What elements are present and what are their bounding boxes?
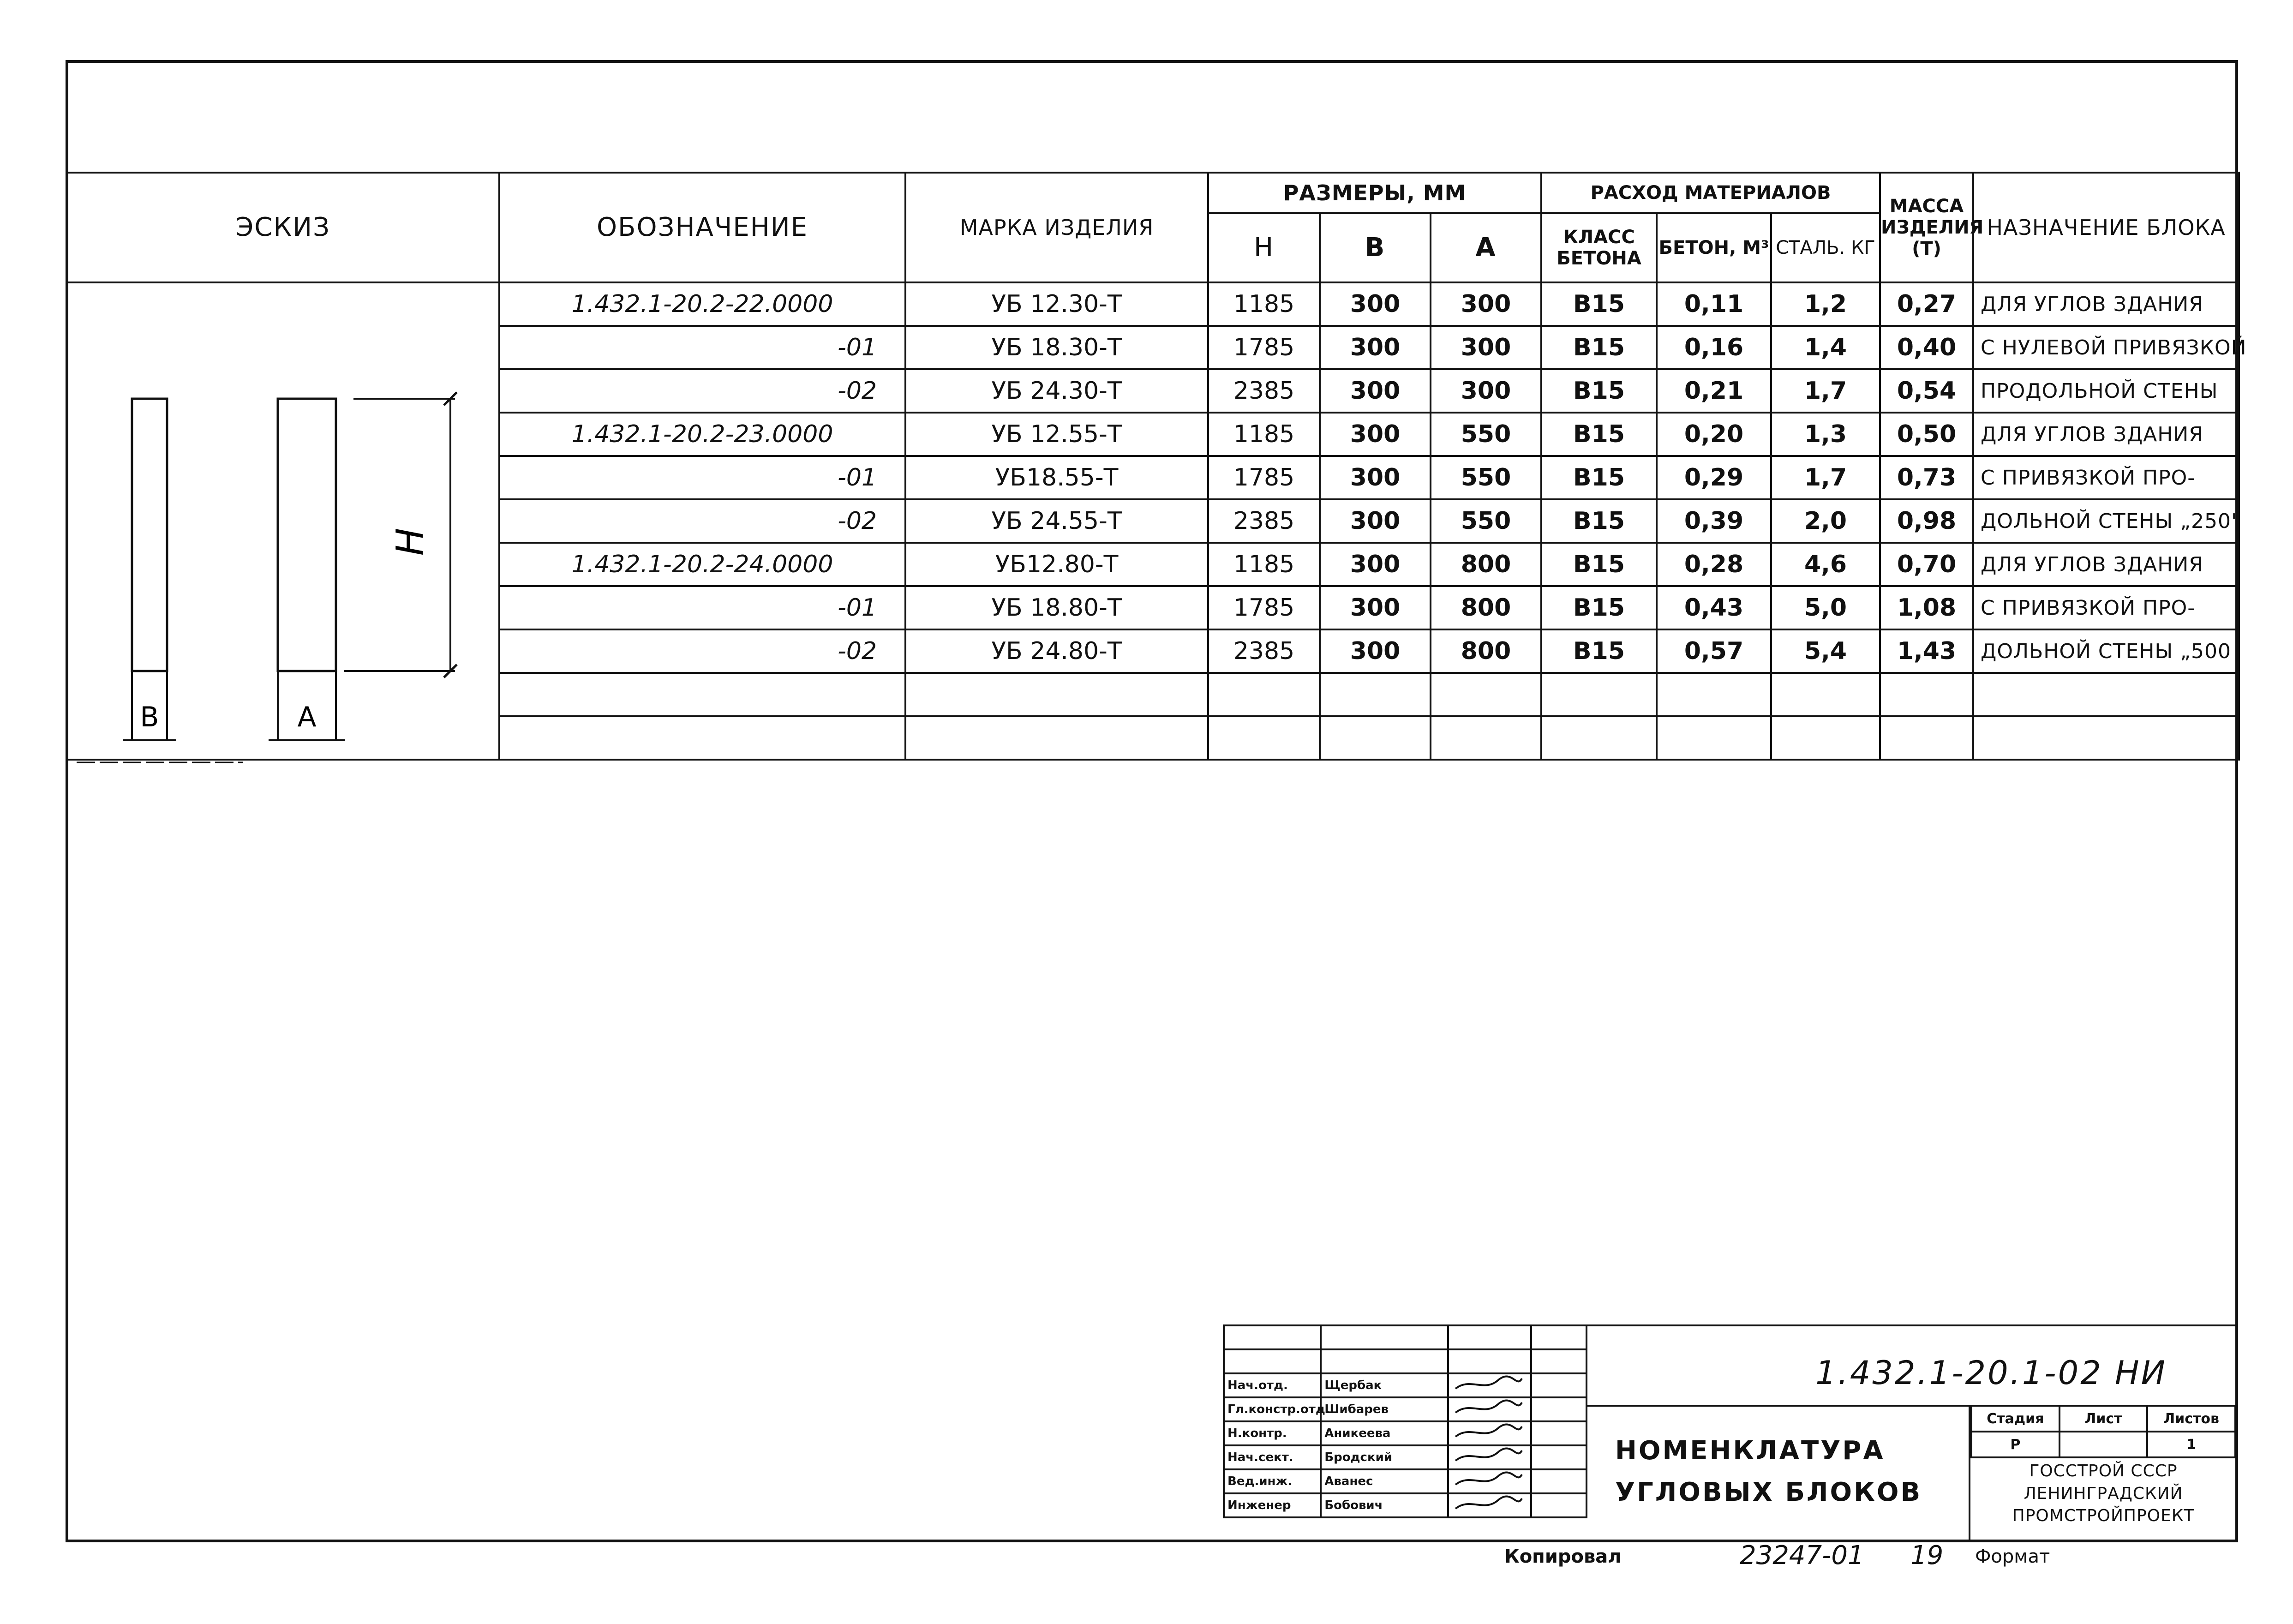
sheets-value: 1 — [2147, 1432, 2235, 1457]
cell-concrete-volume: 0,16 — [1657, 326, 1771, 369]
cell-concrete-class: В15 — [1541, 586, 1657, 629]
cell-mass: 1,43 — [1880, 629, 1973, 673]
signature-role: Н.контр. — [1224, 1421, 1321, 1445]
cell-purpose: ДЛЯ УГЛОВ ЗДАНИЯ — [1973, 543, 2239, 586]
cell-mass: 0,98 — [1880, 499, 1973, 543]
cell-mass: 0,54 — [1880, 369, 1973, 413]
sketch-cell — [66, 282, 499, 760]
spec-table — [66, 172, 2247, 761]
sketch-label-a: А — [297, 701, 317, 733]
header-concrete-class: КЛАСС БЕТОНА — [1541, 213, 1657, 282]
cell-steel: 4,6 — [1771, 543, 1880, 586]
empty-cell — [1320, 716, 1431, 760]
signature-row — [1224, 1469, 1587, 1493]
page-number: 19 — [1910, 1540, 1944, 1570]
cell-dim-h: 1185 — [1208, 543, 1320, 586]
header-designation: ОБОЗНАЧЕНИЕ — [499, 173, 905, 282]
signature-role: Гл.констр.отд. — [1224, 1397, 1321, 1421]
cell-steel: 1,3 — [1771, 413, 1880, 456]
sheet-label: Лист — [2060, 1406, 2148, 1432]
org-line3: ПРОМСТРОЙПРОЕКТ — [2012, 1506, 2195, 1526]
signature-date — [1531, 1493, 1587, 1517]
archive-number: 23247-01 — [1740, 1540, 1864, 1570]
cell-dim-h: 1185 — [1208, 413, 1320, 456]
document-title-line1: НОМЕНКЛАТУРА — [1615, 1436, 1885, 1466]
signature-name: Аникеева — [1321, 1421, 1448, 1445]
empty-cell — [1208, 716, 1320, 760]
cell-dim-h: 1185 — [1208, 282, 1320, 326]
cell-designation: -02 — [499, 369, 905, 413]
cell-dim-b: 300 — [1320, 456, 1431, 499]
signature-row — [1224, 1445, 1587, 1469]
cell-steel: 2,0 — [1771, 499, 1880, 543]
header-sketch: ЭСКИЗ — [66, 173, 499, 282]
cell-concrete-class: В15 — [1541, 543, 1657, 586]
cell-dim-a: 800 — [1431, 543, 1541, 586]
signature-date — [1531, 1373, 1587, 1397]
header-dim-a: А — [1431, 213, 1541, 282]
sketch-label-h: Н — [389, 527, 431, 556]
cell-dim-h: 2385 — [1208, 499, 1320, 543]
cell-mark: УБ 12.30-Т — [905, 282, 1208, 326]
document-code: 1.432.1-20.1-02 НИ — [1815, 1354, 2167, 1392]
cell-purpose: ДОЛЬНОЙ СТЕНЫ „500 — [1973, 629, 2239, 673]
signature-name: Бродский — [1321, 1445, 1448, 1469]
signature-row — [1224, 1493, 1587, 1517]
title-block-main — [1587, 1324, 2238, 1542]
empty-cell — [1657, 716, 1771, 760]
empty-cell — [1541, 673, 1657, 716]
empty-cell — [499, 716, 905, 760]
document-title-line2: УГЛОВЫХ БЛОКОВ — [1615, 1477, 1922, 1507]
signature-role: Вед.инж. — [1224, 1469, 1321, 1493]
cell-dim-a: 550 — [1431, 456, 1541, 499]
cell-purpose: ПРОДОЛЬНОЙ СТЕНЫ — [1973, 369, 2239, 413]
format-label: Формат — [1975, 1546, 2050, 1567]
stage-value: Р — [1971, 1432, 2060, 1457]
document-title — [1615, 1430, 1922, 1513]
cell-dim-b: 300 — [1320, 413, 1431, 456]
header-steel: СТАЛЬ. КГ — [1771, 213, 1880, 282]
cell-concrete-class: В15 — [1541, 499, 1657, 543]
cell-purpose: ДЛЯ УГЛОВ ЗДАНИЯ — [1973, 413, 2239, 456]
cell-concrete-volume: 0,20 — [1657, 413, 1771, 456]
cell-dim-b: 300 — [1320, 586, 1431, 629]
header-mark: МАРКА ИЗДЕЛИЯ — [905, 173, 1208, 282]
signature-name: Щербак — [1321, 1373, 1448, 1397]
cell-concrete-volume: 0,43 — [1657, 586, 1771, 629]
empty-cell — [1431, 716, 1541, 760]
header-dim-h: Н — [1208, 213, 1320, 282]
cell-dim-a: 300 — [1431, 282, 1541, 326]
signature-name: Аванес — [1321, 1469, 1448, 1493]
cell-concrete-class: В15 — [1541, 413, 1657, 456]
signature-table — [1223, 1324, 1587, 1518]
signature-mark — [1448, 1445, 1531, 1469]
cell-dim-b: 300 — [1320, 282, 1431, 326]
cell-concrete-class: В15 — [1541, 369, 1657, 413]
signature-role: Нач.сект. — [1224, 1445, 1321, 1469]
cell-purpose: ДОЛЬНОЙ СТЕНЫ „250" — [1973, 499, 2239, 543]
empty-cell — [1973, 673, 2239, 716]
empty-cell — [1320, 673, 1431, 716]
cell-mark: УБ18.55-Т — [905, 456, 1208, 499]
table-row — [66, 282, 2239, 326]
cell-mark: УБ 24.80-Т — [905, 629, 1208, 673]
empty-cell — [1541, 716, 1657, 760]
cell-concrete-class: В15 — [1541, 456, 1657, 499]
cell-designation: -01 — [499, 586, 905, 629]
sheet-value — [2060, 1432, 2148, 1457]
stage-label: Стадия — [1971, 1406, 2060, 1432]
cell-mass: 0,27 — [1880, 282, 1973, 326]
header-materials: РАСХОД МАТЕРИАЛОВ — [1541, 173, 1880, 213]
signature-date — [1531, 1421, 1587, 1445]
cell-designation: -02 — [499, 499, 905, 543]
signature-row — [1224, 1373, 1587, 1397]
cell-designation: 1.432.1-20.2-23.0000 — [499, 413, 905, 456]
cell-dim-b: 300 — [1320, 369, 1431, 413]
cell-purpose: С НУЛЕВОЙ ПРИВЯЗКОЙ — [1973, 326, 2239, 369]
cell-dim-h: 1785 — [1208, 586, 1320, 629]
cell-mass: 0,50 — [1880, 413, 1973, 456]
cell-dim-a: 800 — [1431, 586, 1541, 629]
cell-designation: -01 — [499, 456, 905, 499]
sketch-block-side — [132, 399, 167, 671]
org-line2: ЛЕНИНГРАДСКИЙ — [2024, 1484, 2183, 1503]
signature-row — [1224, 1397, 1587, 1421]
cell-dim-b: 300 — [1320, 499, 1431, 543]
signature-mark — [1448, 1493, 1531, 1517]
cell-mark: УБ 18.80-Т — [905, 586, 1208, 629]
signature-mark — [1448, 1397, 1531, 1421]
title-block — [1223, 1324, 2238, 1542]
cell-dim-a: 550 — [1431, 413, 1541, 456]
cell-concrete-class: В15 — [1541, 629, 1657, 673]
cell-concrete-volume: 0,11 — [1657, 282, 1771, 326]
cell-mass: 0,70 — [1880, 543, 1973, 586]
cell-dim-a: 800 — [1431, 629, 1541, 673]
signature-mark — [1448, 1373, 1531, 1397]
signature-name: Шибарев — [1321, 1397, 1448, 1421]
header-dim-b: В — [1320, 213, 1431, 282]
cell-concrete-class: В15 — [1541, 326, 1657, 369]
cell-purpose: С ПРИВЯЗКОЙ ПРО- — [1973, 586, 2239, 629]
empty-cell — [499, 673, 905, 716]
cell-concrete-volume: 0,29 — [1657, 456, 1771, 499]
header-mass: МАССА ИЗДЕЛИЯ (Т) — [1880, 173, 1973, 282]
empty-cell — [1973, 716, 2239, 760]
cell-designation: -02 — [499, 629, 905, 673]
signature-date — [1531, 1397, 1587, 1421]
empty-cell — [905, 716, 1208, 760]
cell-designation: 1.432.1-20.2-24.0000 — [499, 543, 905, 586]
cell-mass: 0,73 — [1880, 456, 1973, 499]
cell-steel: 5,0 — [1771, 586, 1880, 629]
cell-mass: 0,40 — [1880, 326, 1973, 369]
sketch-block-front — [278, 399, 336, 671]
signature-name: Бобович — [1321, 1493, 1448, 1517]
cell-dim-a: 300 — [1431, 326, 1541, 369]
signature-role: Инженер — [1224, 1493, 1321, 1517]
signature-date — [1531, 1445, 1587, 1469]
block-sketch — [67, 283, 497, 763]
cell-concrete-volume: 0,28 — [1657, 543, 1771, 586]
signature-mark — [1448, 1469, 1531, 1493]
cell-dim-a: 550 — [1431, 499, 1541, 543]
header-concrete-volume: БЕТОН, М³ — [1657, 213, 1771, 282]
organization — [1970, 1460, 2236, 1528]
stage-table — [1970, 1405, 2236, 1458]
cell-purpose: ДЛЯ УГЛОВ ЗДАНИЯ — [1973, 282, 2239, 326]
cell-concrete-class: В15 — [1541, 282, 1657, 326]
cell-dim-h: 2385 — [1208, 629, 1320, 673]
empty-cell — [1880, 673, 1973, 716]
header-dims: РАЗМЕРЫ, ММ — [1208, 173, 1541, 213]
copied-label: Копировал — [1504, 1546, 1622, 1567]
cell-dim-b: 300 — [1320, 629, 1431, 673]
empty-cell — [1771, 673, 1880, 716]
cell-steel: 1,7 — [1771, 369, 1880, 413]
cell-concrete-volume: 0,57 — [1657, 629, 1771, 673]
empty-cell — [1208, 673, 1320, 716]
cell-mark: УБ 24.55-Т — [905, 499, 1208, 543]
cell-mark: УБ 24.30-Т — [905, 369, 1208, 413]
cell-steel: 1,4 — [1771, 326, 1880, 369]
empty-cell — [905, 673, 1208, 716]
cell-designation: 1.432.1-20.2-22.0000 — [499, 282, 905, 326]
empty-cell — [1880, 716, 1973, 760]
cell-steel: 1,2 — [1771, 282, 1880, 326]
cell-dim-b: 300 — [1320, 326, 1431, 369]
header-purpose: НАЗНАЧЕНИЕ БЛОКА — [1973, 173, 2239, 282]
empty-cell — [1657, 673, 1771, 716]
sheets-label: Листов — [2147, 1406, 2235, 1432]
signature-row — [1224, 1421, 1587, 1445]
cell-dim-h: 2385 — [1208, 369, 1320, 413]
cell-dim-h: 1785 — [1208, 326, 1320, 369]
signature-role: Нач.отд. — [1224, 1373, 1321, 1397]
cell-mark: УБ 12.55-Т — [905, 413, 1208, 456]
cell-designation: -01 — [499, 326, 905, 369]
cell-steel: 1,7 — [1771, 456, 1880, 499]
cell-concrete-volume: 0,21 — [1657, 369, 1771, 413]
cell-purpose: С ПРИВЯЗКОЙ ПРО- — [1973, 456, 2239, 499]
cell-concrete-volume: 0,39 — [1657, 499, 1771, 543]
cell-mark: УБ12.80-Т — [905, 543, 1208, 586]
cell-dim-a: 300 — [1431, 369, 1541, 413]
cell-steel: 5,4 — [1771, 629, 1880, 673]
cell-mass: 1,08 — [1880, 586, 1973, 629]
signature-mark — [1448, 1421, 1531, 1445]
empty-cell — [1431, 673, 1541, 716]
sketch-label-b: В — [140, 701, 159, 733]
org-line1: ГОССТРОЙ СССР — [2029, 1462, 2178, 1480]
empty-cell — [1771, 716, 1880, 760]
cell-dim-h: 1785 — [1208, 456, 1320, 499]
signature-date — [1531, 1469, 1587, 1493]
cell-mark: УБ 18.30-Т — [905, 326, 1208, 369]
cell-dim-b: 300 — [1320, 543, 1431, 586]
